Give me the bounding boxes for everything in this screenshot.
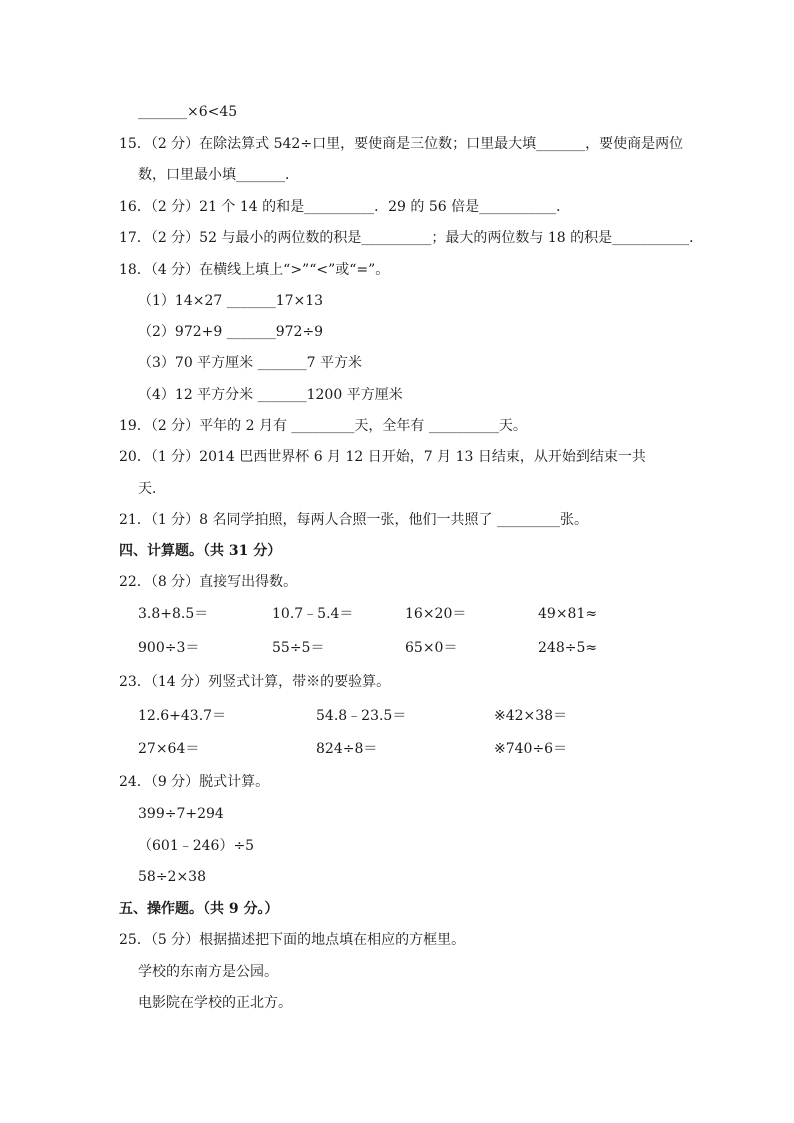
q23-cell: 824÷8＝ [316,741,378,757]
q22-cell: 3.8+8.5＝ [138,606,209,622]
q25: 25．（5 分）根据描述把下面的地点填在相应的方框里。 [119,932,466,948]
q22-cell: 65×0＝ [405,640,458,656]
q22-cell: 900÷3＝ [138,640,200,656]
q18-item-3: （3）70 平方厘米 _______7 平方米 [138,355,362,371]
q17: 17．（2 分）52 与最小的两位数的积是__________；最大的两位数与 18 的积是___________． [119,230,704,246]
q15-line1: 15．（2 分）在除法算式 542÷口里，要使商是三位数；口里最大填_______，要使商是两位 [119,136,684,152]
q18-item-4: （4）12 平方分米 _______1200 平方厘米 [138,387,403,403]
q14-tail: _______×6<45 [138,104,238,120]
q23-cell: 12.6+43.7＝ [138,708,227,724]
q25-desc-2: 电影院在学校的正北方。 [138,995,292,1011]
q18-item-1: （1）14×27 _______17×13 [138,293,324,309]
q22-cell: 55÷5＝ [272,640,325,656]
q23-cell: ※740÷6＝ [494,741,568,757]
q24: 24．（9 分）脱式计算。 [119,774,270,790]
q16: 16．（2 分）21 个 14 的和是__________．29 的 56 倍是___________． [119,199,571,215]
q22: 22．（8 分）直接写出得数。 [119,574,298,590]
q18: 18．（4 分）在横线上填上“>”“<”或“=”。 [119,262,390,278]
section-4-heading: 四、计算题。（共 31 分） [119,543,282,559]
q24-item-3: 58÷2×38 [138,869,206,885]
q25-desc-1: 学校的东南方是公园。 [138,964,278,980]
q15-line2: 数，口里最小填_______． [138,167,299,183]
q21: 21．（1 分）8 名同学拍照，每两人合照一张，他们一共照了 _________张。 [119,512,588,528]
q22-cell: 49×81≈ [538,606,598,622]
q18-item-2: （2）972+9 _______972÷9 [138,324,324,340]
q20-line1: 20．（1 分）2014 巴西世界杯 6 月 12 日开始，7 月 13 日结束，从开始到结束一共 [119,449,646,465]
q23-cell: 27×64＝ [138,741,200,757]
q24-item-1: 399÷7+294 [138,806,224,822]
q22-cell: 248÷5≈ [538,640,598,656]
q23-cell: 54.8﹣23.5＝ [316,708,407,724]
q24-item-2: （601﹣246）÷5 [138,838,255,854]
q22-cell: 10.7﹣5.4＝ [272,606,354,622]
q23-cell: ※42×38＝ [494,708,568,724]
q20-line2: 天． [138,481,166,497]
section-5-heading: 五、操作题。（共 9 分。） [119,901,279,917]
q22-cell: 16×20＝ [405,606,467,622]
q23: 23．（14 分）列竖式计算，带※的要验算。 [119,674,391,690]
q19: 19．（2 分）平年的 2 月有 _________天，全年有 __________天。 [119,418,527,434]
